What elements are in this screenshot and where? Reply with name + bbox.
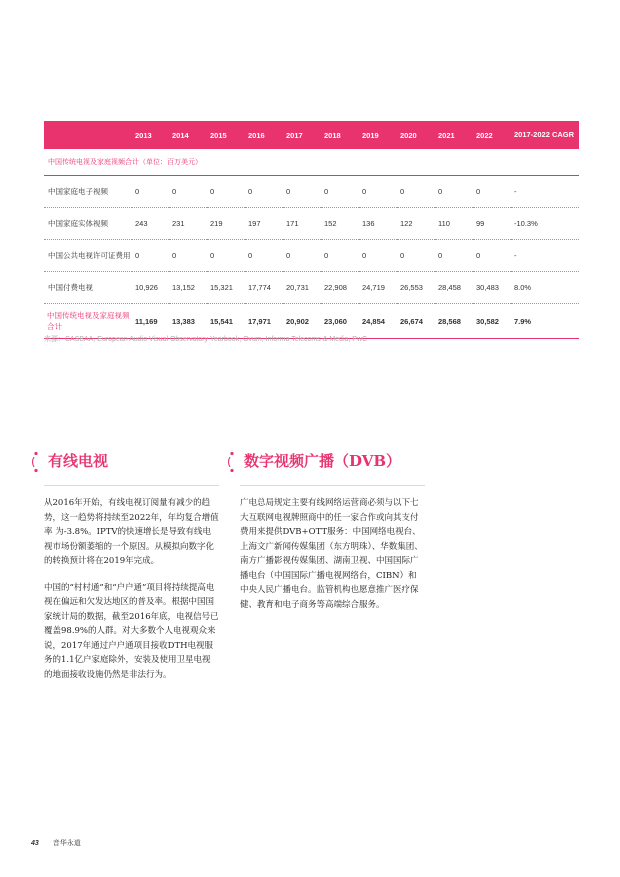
header-year: 2020 [400,130,417,140]
cell: 0 [359,176,397,208]
cell: 152 [321,208,359,240]
cell: 0 [321,240,359,272]
cell: 0 [359,240,397,272]
cell: - [511,176,579,208]
row-label: 中国公共电视许可证费用 [44,240,132,272]
cell: 30,483 [473,272,511,304]
row-label: 中国家庭电子视频 [44,176,132,208]
paragraph: 从2016年开始，有线电视订阅量有减少的趋势，这一趋势将持续至2022年，年均复合增值率 为-3.8%。IPTV的快速增长是导致有线电视市场份额萎缩的一个原因。从模拟向数字化的转换预计将在2019年完成。 [44,498,219,566]
section-heading-row [44,451,219,475]
paragraph: 广电总局规定主要有线网络运营商必须与以下七大互联网电视牌照商中的任一家合作或向其支付费用来提供DVB+OTT服务：中国网络电视台、上海文广新闻传媒集团（东方明珠）、华数集团、南方广播影视传媒集团、湖南卫视、中国国际广播电台（中国国际广播电视网络台，CIBN）和中央人民广播电台。监管机构也愿意推广医疗保健、教育和电子商务等高端综合服务。 [240,498,423,610]
header-year: 2015 [210,130,227,140]
cell: 0 [397,176,435,208]
data-table-container [44,121,579,339]
cell: 30,582 [473,304,511,339]
cell: 0 [473,240,511,272]
cell: -10.3% [511,208,579,240]
cell: 0 [169,240,207,272]
cell: 0 [207,240,245,272]
header-cell [44,121,132,149]
section-heading: 有线电视 [48,452,109,470]
cell: 0 [283,240,321,272]
data-table [44,121,579,339]
page-number: 43 [31,840,39,847]
unit-label: 中国传统电视及家庭视频合计（单位：百万美元） [44,149,579,176]
section-cable-tv [44,451,219,682]
cell: 11,169 [132,304,169,339]
row-label: 中国付费电视 [44,272,132,304]
cell: 0 [397,240,435,272]
header-year: 2018 [324,130,341,140]
bracket-dots-icon [226,451,238,473]
cell: 15,321 [207,272,245,304]
cell: 171 [283,208,321,240]
cell: 24,719 [359,272,397,304]
bracket-dots-icon [30,451,42,473]
paragraph: 中国的“村村通”和“户户通”项目将持续提高电视在偏远和欠发达地区的普及率。根据中国国家统计局的数据，截至2016年底，电视信号已覆盖98.9%的人群。对大多数个人电视观众来说，2017年通过户户通项目接收DTH电视服务的1.1亿户家庭除外，安装及使用卫星电视的地面接收设施仍然是非法行为。 [44,582,219,680]
total-label: 中国传统电视及家庭视频合计 [44,304,132,339]
table-row [44,176,579,208]
cell: 0 [245,240,283,272]
cell: 0 [169,176,207,208]
cell: 26,674 [397,304,435,339]
cell: 0 [435,240,473,272]
header-year: 2017 [286,130,303,140]
cell: 24,854 [359,304,397,339]
table-row [44,240,579,272]
cell: 0 [321,176,359,208]
cell: 110 [435,208,473,240]
cell: 0 [132,176,169,208]
header-year: 2014 [172,130,189,140]
cell: 28,568 [435,304,473,339]
table-row [44,272,579,304]
cell: 197 [245,208,283,240]
cell: 28,458 [435,272,473,304]
cell: 243 [132,208,169,240]
cell: 13,383 [169,304,207,339]
header-year: 2019 [362,130,379,140]
header-year: 2022 [476,130,493,140]
header-cagr: 2017-2022 CAGR [514,130,575,139]
cell: 122 [397,208,435,240]
table-row [44,208,579,240]
cell: 13,152 [169,272,207,304]
cell: 8.0% [511,272,579,304]
divider [44,485,219,486]
source-note: 来源：CASBAA, European Audio Visual Observatory Yearbook, Ovum, Informa Telecoms & Media, PwC [44,336,368,343]
header-year: 2016 [248,130,265,140]
section-dvb [240,451,425,612]
table-header-row [44,121,579,149]
cell: 26,553 [397,272,435,304]
cell: 0 [283,176,321,208]
unit-row [44,149,579,176]
cell: 10,926 [132,272,169,304]
cell: 20,902 [283,304,321,339]
cell: 17,774 [245,272,283,304]
cell: 20,731 [283,272,321,304]
section-heading: 数字视频广播（DVB） [244,452,402,470]
cell: 219 [207,208,245,240]
cell: 15,541 [207,304,245,339]
cell: 136 [359,208,397,240]
cell: 0 [473,176,511,208]
section-heading-row [240,451,425,475]
cell: 0 [245,176,283,208]
cell: 0 [435,176,473,208]
cell: 231 [169,208,207,240]
header-year: 2021 [438,130,455,140]
cell: 99 [473,208,511,240]
page-footer [31,838,81,848]
footer-title: 音华永道 [52,840,81,847]
cell: 17,971 [245,304,283,339]
cell: - [511,240,579,272]
divider [240,485,425,486]
cell: 22,908 [321,272,359,304]
row-label: 中国家庭实体视频 [44,208,132,240]
cell: 0 [207,176,245,208]
cell: 0 [132,240,169,272]
cell: 7.9% [511,304,579,339]
cell: 23,060 [321,304,359,339]
header-year: 2013 [135,130,152,140]
